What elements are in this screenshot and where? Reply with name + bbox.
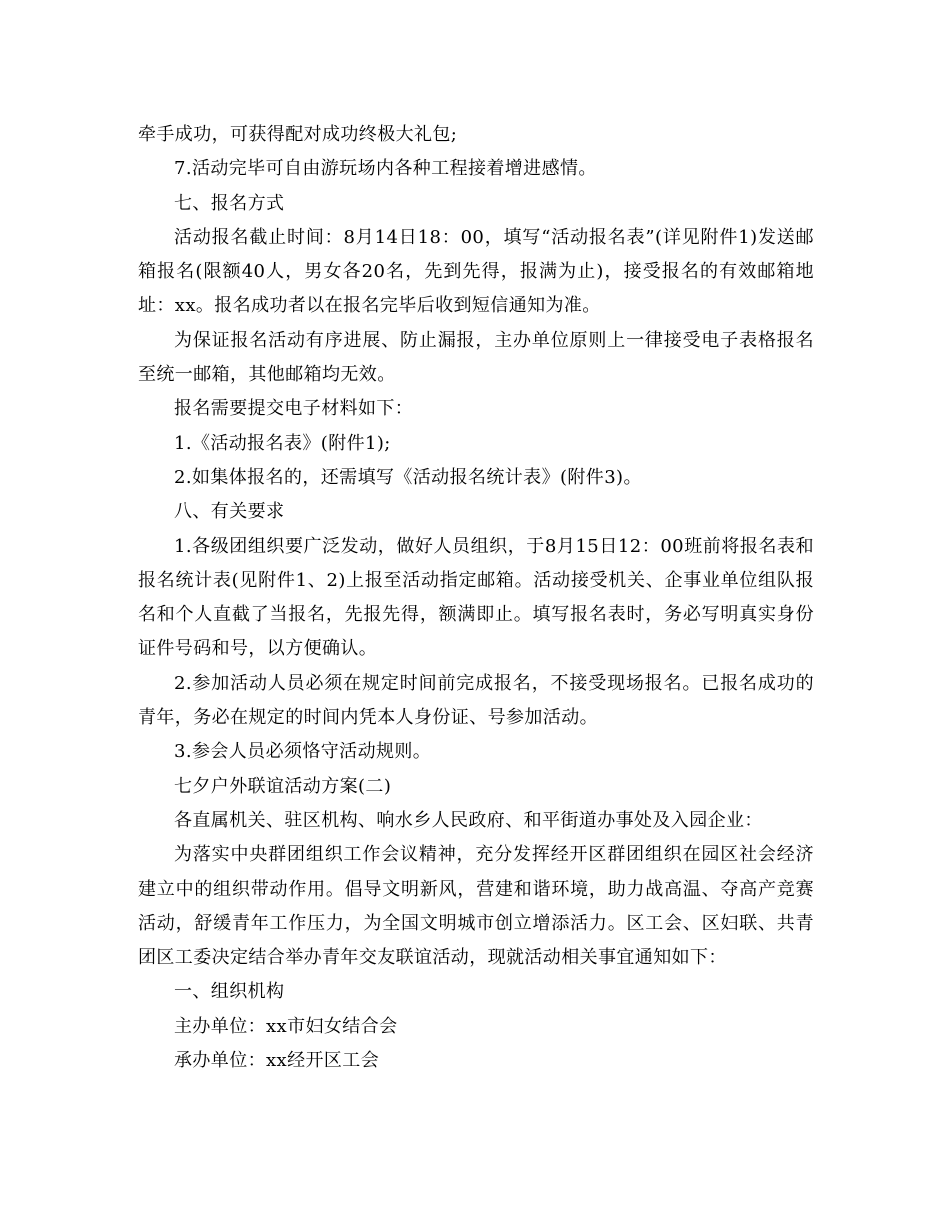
paragraph-purpose: 为落实中央群团组织工作会议精神，充分发挥经开区群团组织在园区社会经济建立中的组织带动作用。倡导文明新风，营建和谐环境，助力战高温、夺高产竞赛活动，舒缓青年工作压力，为全国文明城市创立增添活力。区工会、区妇联、共青团区工委决定结合举办青年交友联谊活动，现就活动相关事宜通知如下： <box>138 844 814 969</box>
section-heading-requirements: 八、有关要求 <box>174 501 285 523</box>
paragraph-registration-deadline: 活动报名截止时间：8月14日18：00，填写“活动报名表”(详见附件1)发送邮箱报名(限额40人，男女各20名，先到先得，报满为止)，接受报名的有效邮箱地址：xx。报名成功者以在报名完毕后收到短信通知为准。 <box>138 226 814 317</box>
paragraph-continuation: 牵手成功，可获得配对成功终极大礼包; <box>138 124 458 145</box>
requirement-item-1: 1.各级团组织要广泛发动，做好人员组织，于8月15日12：00班前将报名表和报名统计表(见附件1、2)上报至活动指定邮箱。活动接受机关、企事业单位组队报名和个人直截了当报名，先报先得，额满即止。填写报名表时，务必写明真实身份证件号码和号，以方便确认。 <box>138 535 814 660</box>
section-heading-registration: 七、报名方式 <box>174 192 285 214</box>
requirement-item-3: 3.参会人员必须恪守活动规则。 <box>174 741 432 763</box>
salutation: 各直属机关、驻区机构、响水乡人民政府、和平街道办事处及入园企业： <box>174 809 763 831</box>
list-item-1: 1.《活动报名表》(附件1); <box>174 432 391 454</box>
document-body <box>138 118 814 1078</box>
organizer-line: 主办单位：xx市妇女结合会 <box>174 1015 398 1037</box>
section-heading-organization: 一、组织机构 <box>174 981 285 1003</box>
paragraph-registration-rule: 为保证报名活动有序进展、防止漏报，主办单位原则上一律接受电子表格报名至统一邮箱，其他邮箱均无效。 <box>138 329 814 386</box>
document-title-2: 七夕户外联谊活动方案(二) <box>174 775 392 797</box>
paragraph-materials-intro: 报名需要提交电子材料如下： <box>174 398 414 420</box>
list-item-2: 2.如集体报名的，还需填写《活动报名统计表》(附件3)。 <box>174 466 642 488</box>
co-organizer-line: 承办单位：xx经开区工会 <box>174 1050 380 1072</box>
list-item-7: 7.活动完毕可自由游玩场内各种工程接着增进感情。 <box>174 158 597 180</box>
requirement-item-2: 2.参加活动人员必须在规定时间前完成报名，不接受现场报名。已报名成功的青年，务必在规定的时间内凭本人身份证、号参加活动。 <box>138 672 814 729</box>
